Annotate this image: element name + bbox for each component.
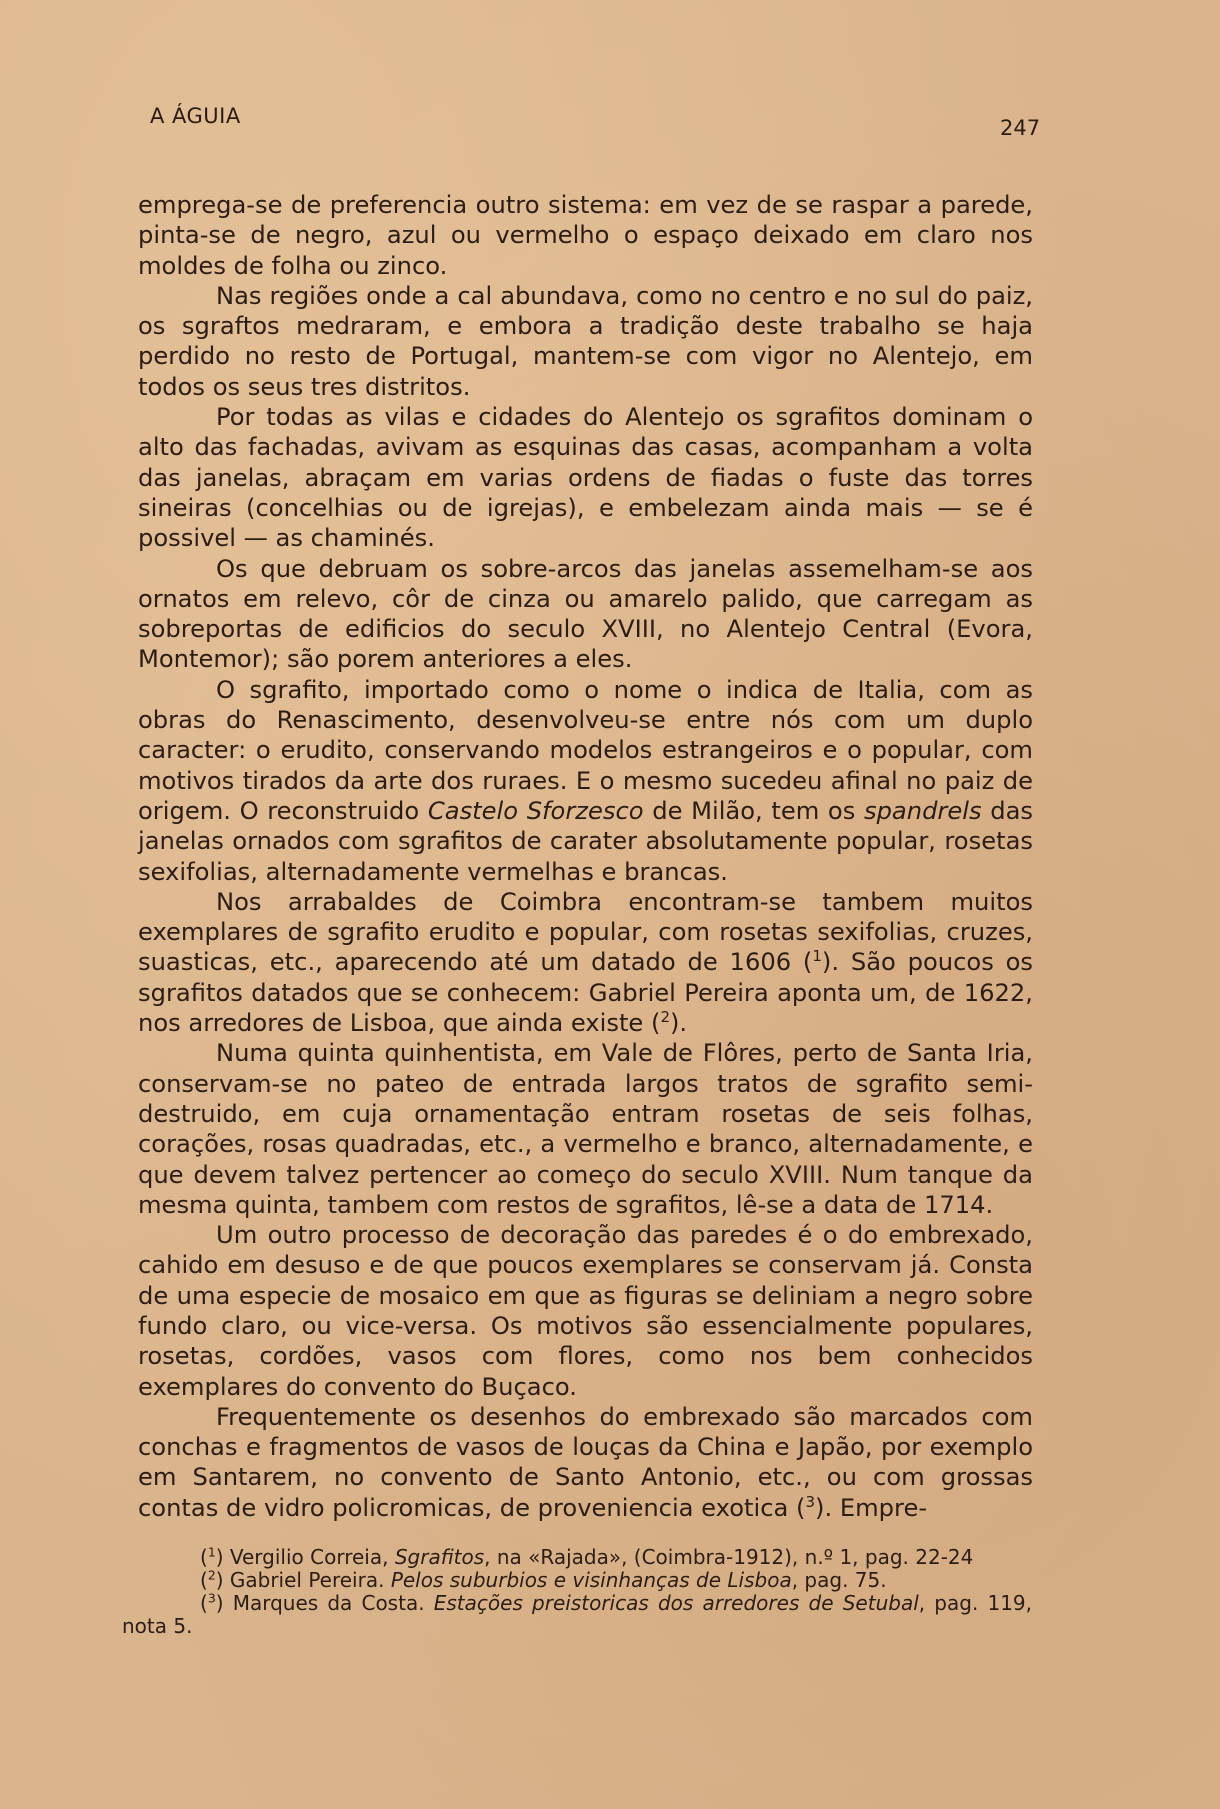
paragraph-2: Nas regiões onde a cal abundava, como no centro e no sul do paiz, os sgraftos medraram, e embora a tradição deste trabalho se haja perdido no resto de Portugal, mantem-se com vigor no Alentejo, em todos os seus tres distritos. [138,281,1033,401]
footnote-mark-3: 3 [207,1590,216,1606]
footnote-1-text: , na «Rajada», (Coimbra-1912), n.º 1, pag. 22-24 [484,1545,974,1569]
paragraph-3: Por todas as vilas e cidades do Alentejo os sgrafitos dominam o alto das fachadas, avivam as esquinas das casas, acompanham a volta das janelas, abraçam em varias ordens de fiadas o fuste das torres sineiras (concelhias ou de igrejas), e embelezam ainda mais — se é possivel — as chaminés. [138,403,1033,553]
footnote-1: ($^1$) Vergilio Correia, Sgrafitos, na «Rajada», (Coimbra-1912), n.º 1, pag. 22-24 [200,1544,974,1569]
body-text [138,190,1033,1523]
paragraph-5-text: de Milão, tem os [643,796,864,825]
footnote-1-title: Sgrafitos [394,1545,485,1569]
footnote-ref-3: 3 [805,1492,816,1511]
running-head: A ÁGUIA [150,104,241,128]
castelo-sforzesco-italic: Castelo Sforzesco [427,796,644,825]
paragraph-9-text: ). Empre- [815,1493,928,1522]
footnote-3-text: Marques da Costa. [223,1591,434,1615]
spandrels-italic: spandrels [863,796,982,825]
paragraph-5-text: O sgrafito, importado como o nome o indica de Italia, com as obras do Renascimento, desenvolveu-se entre nós com um duplo caracter: o erudito, conservando modelos estrangeiros e o popular, com motivos tirados da arte dos ruraes. E o mesmo sucedeu afinal no paiz de origem. O reconstruido [138,675,1033,825]
paragraph-6 [138,887,1033,1038]
page-number: 247 [1000,116,1041,140]
footnote-2-text: , pag. 75. [791,1568,887,1592]
paragraph-9-text: Frequentemente os desenhos do embrexado são marcados com conchas e fragmentos de vasos de louças da China e Japão, por exemplo em Santarem, no convento de Santo Antonio, etc., ou com grossas contas de vidro policromicas, de proveniencia exotica ( [138,1402,1033,1522]
paragraph-1: emprega-se de preferencia outro sistema: em vez de se raspar a parede, pinta-se de negro, azul ou vermelho o espaço deixado em claro nos moldes de folha ou zinco. [138,191,1033,280]
footnote-3: ($^3$) Marques da Costa. Estações preistoricas dos arredores de Setubal, pag. 119, nota 5. [122,1590,1033,1638]
paragraph-5-text: das janelas ornados com sgrafitos de carater absolutamente popular, rosetas sexifolias, alternadamente vermelhas e brancas. [138,796,1033,886]
footnote-2: ($^2$) Gabriel Pereira. Pelos suburbios e visinhanças de Lisboa, pag. 75. [200,1567,887,1592]
paragraph-7: Numa quinta quinhentista, em Vale de Flôres, perto de Santa Iria, conservam-se no pateo de entrada largos tratos de sgrafito semi-destruido, em cuja ornamentação entram rosetas de seis folhas, corações, rosas quadradas, etc., a vermelho e branco, alternadamente, e que devem talvez pertencer ao começo do seculo XVIII. Num tanque da mesma quinta, tambem com restos de sgrafitos, lê-se a data de 1714. [138,1039,1033,1219]
footnote-1-text: Vergilio Correia, [223,1545,395,1569]
paragraph-5 [138,675,1033,887]
footnote-3-title: Estações preistoricas dos arredores de Setubal [433,1591,919,1615]
footnote-2-text: Gabriel Pereira. [223,1568,391,1592]
paragraph-6-text: Nos arrabaldes de Coimbra encontram-se tambem muitos exemplares de sgrafito erudito e popular, com rosetas sexifolias, cruzes, suasticas, etc., aparecendo até um datado de 1606 ( [138,887,1033,977]
footnotes [122,1546,1032,1638]
paragraph-6-text: ). São poucos os sgrafitos datados que se conhecem: Gabriel Pereira aponta um, de 1622, nos arredores de Lisboa, que ainda existe ( [138,948,1034,1038]
paragraph-9 [138,1402,1033,1523]
footnote-ref-1: 1 [812,947,822,966]
paragraph-4: Os que debruam os sobre-arcos das janelas assemelham-se aos ornatos em relevo, côr de cinza ou amarelo palido, que carregam as sobreportas de edificios do seculo XVIII, no Alentejo Central (Evora, Montemor); são porem anteriores a eles. [138,554,1033,674]
footnote-2-title: Pelos suburbios e visinhanças de Lisboa [390,1568,792,1592]
footnote-3-text: , pag. 119, nota 5. [122,1591,1033,1638]
paragraph-6-text: ). [669,1009,688,1038]
footnote-mark-2: 2 [207,1567,216,1583]
footnote-ref-2: 2 [660,1007,670,1026]
footnote-mark-1: 1 [207,1544,216,1560]
paragraph-8: Um outro processo de decoração das paredes é o do embrexado, cahido em desuso e de que poucos exemplares se conservam já. Consta de uma especie de mosaico em que as figuras se deliniam a negro sobre fundo claro, ou vice-versa. Os motivos são essencialmente populares, rosetas, cordões, vasos com flores, como nos bem conhecidos exemplares do convento do Buçaco. [138,1221,1033,1401]
